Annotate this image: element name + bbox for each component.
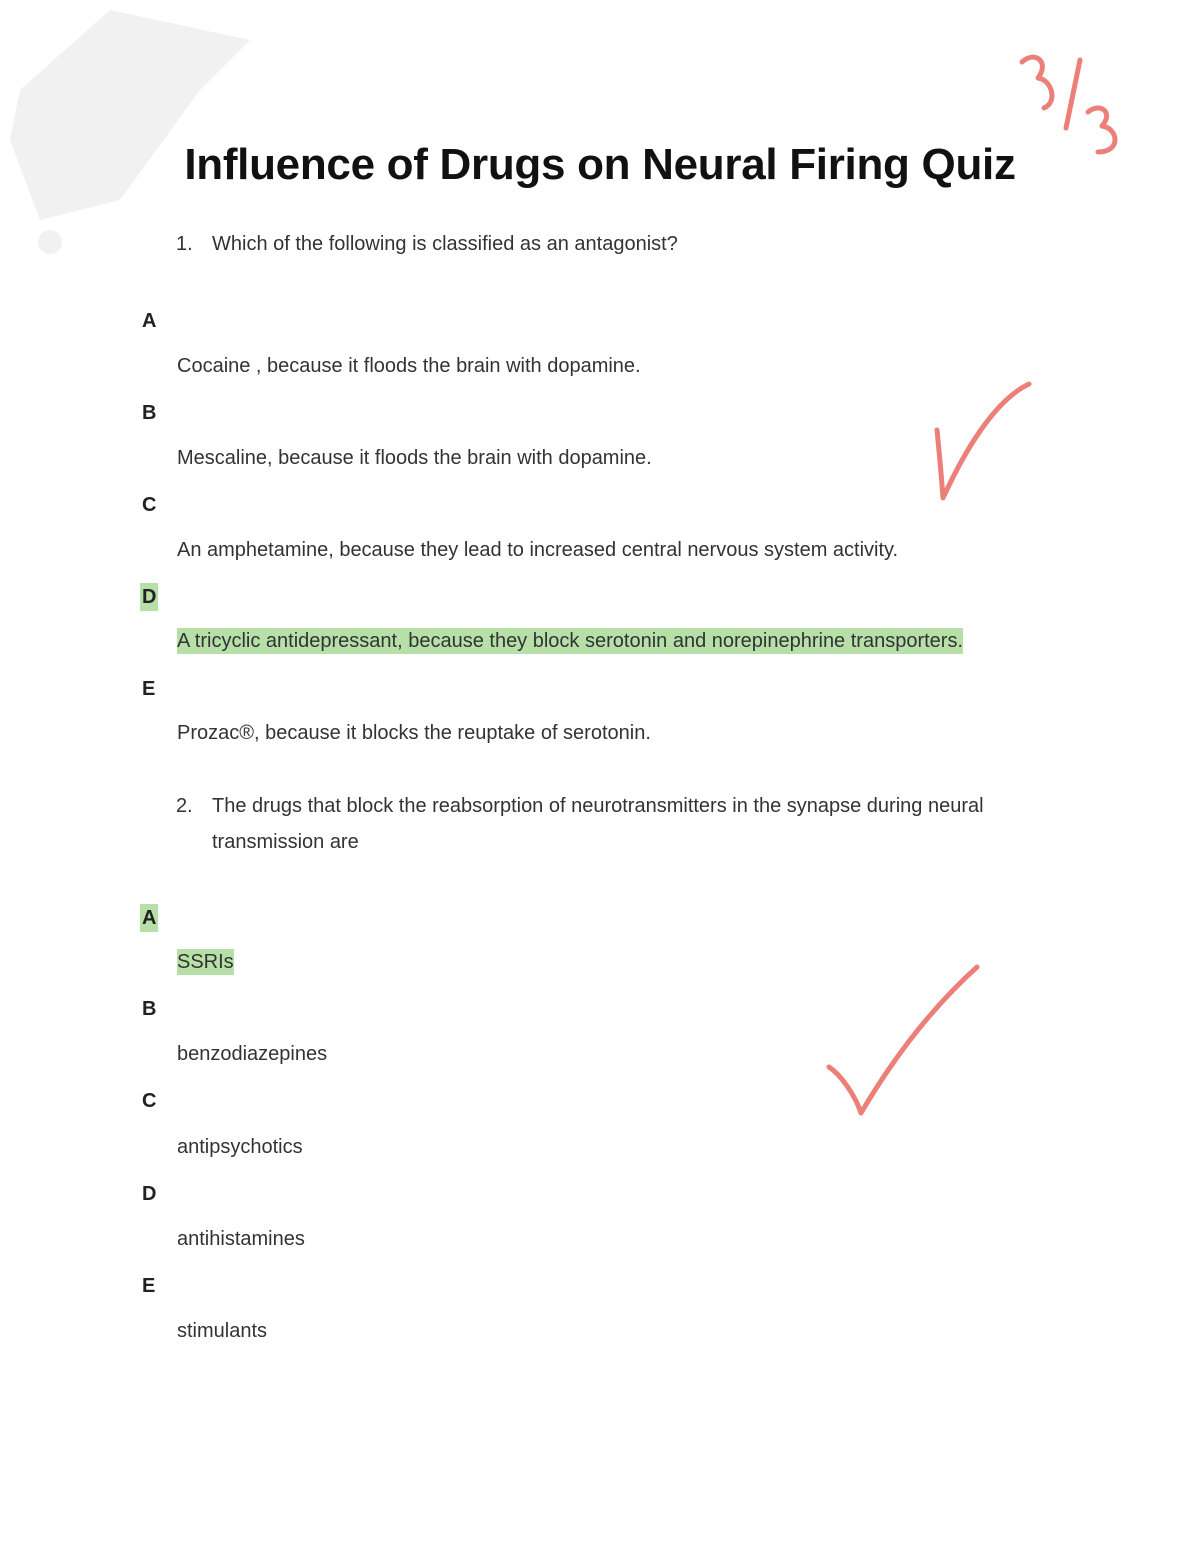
question-text-line-1: The drugs that block the reabsorption of neurotransmitters in the synapse during neural	[212, 795, 984, 817]
option-text-e[interactable]: Prozac®, because it blocks the reuptake of serotonin.	[177, 722, 651, 744]
option-letter-a[interactable]: A	[142, 310, 157, 332]
option-text-e[interactable]: stimulants	[177, 1320, 268, 1342]
option-text-c[interactable]: An amphetamine, because they lead to increased central nervous system activity.	[177, 539, 899, 561]
option-text-a[interactable]: Cocaine , because it floods the brain with dopamine.	[177, 355, 641, 377]
question-number: 1.	[176, 233, 193, 255]
option-text-d[interactable]: antihistamines	[177, 1228, 305, 1250]
option-text-b[interactable]: benzodiazepines	[177, 1043, 328, 1065]
question-text-line-2: transmission are	[212, 831, 359, 853]
checkmark-icon	[815, 955, 995, 1125]
option-text-b[interactable]: Mescaline, because it floods the brain with dopamine.	[177, 447, 652, 469]
question-2	[176, 788, 1026, 860]
option-letter-b[interactable]: B	[142, 998, 157, 1020]
option-text-c[interactable]: antipsychotics	[177, 1136, 303, 1158]
option-text-d-selected[interactable]: A tricyclic antidepressant, because they block serotonin and norepinephrine transporters.	[177, 630, 964, 652]
option-letter-d-selected[interactable]: D	[140, 583, 158, 611]
option-letter-c[interactable]: C	[142, 494, 157, 516]
option-letter-a-selected[interactable]: A	[140, 904, 158, 932]
page-title: Influence of Drugs on Neural Firing Quiz	[184, 140, 1016, 189]
question-text: Which of the following is classified as an antagonist?	[212, 233, 678, 255]
option-letter-d[interactable]: D	[142, 1183, 157, 1205]
option-letter-e[interactable]: E	[142, 678, 156, 700]
option-letter-b[interactable]: B	[142, 402, 157, 424]
question-1	[176, 226, 1026, 262]
question-number: 2.	[176, 795, 193, 817]
option-letter-e[interactable]: E	[142, 1275, 156, 1297]
option-letter-c[interactable]: C	[142, 1090, 157, 1112]
checkmark-icon	[925, 370, 1045, 510]
option-text-a-selected[interactable]: SSRIs	[177, 951, 234, 973]
